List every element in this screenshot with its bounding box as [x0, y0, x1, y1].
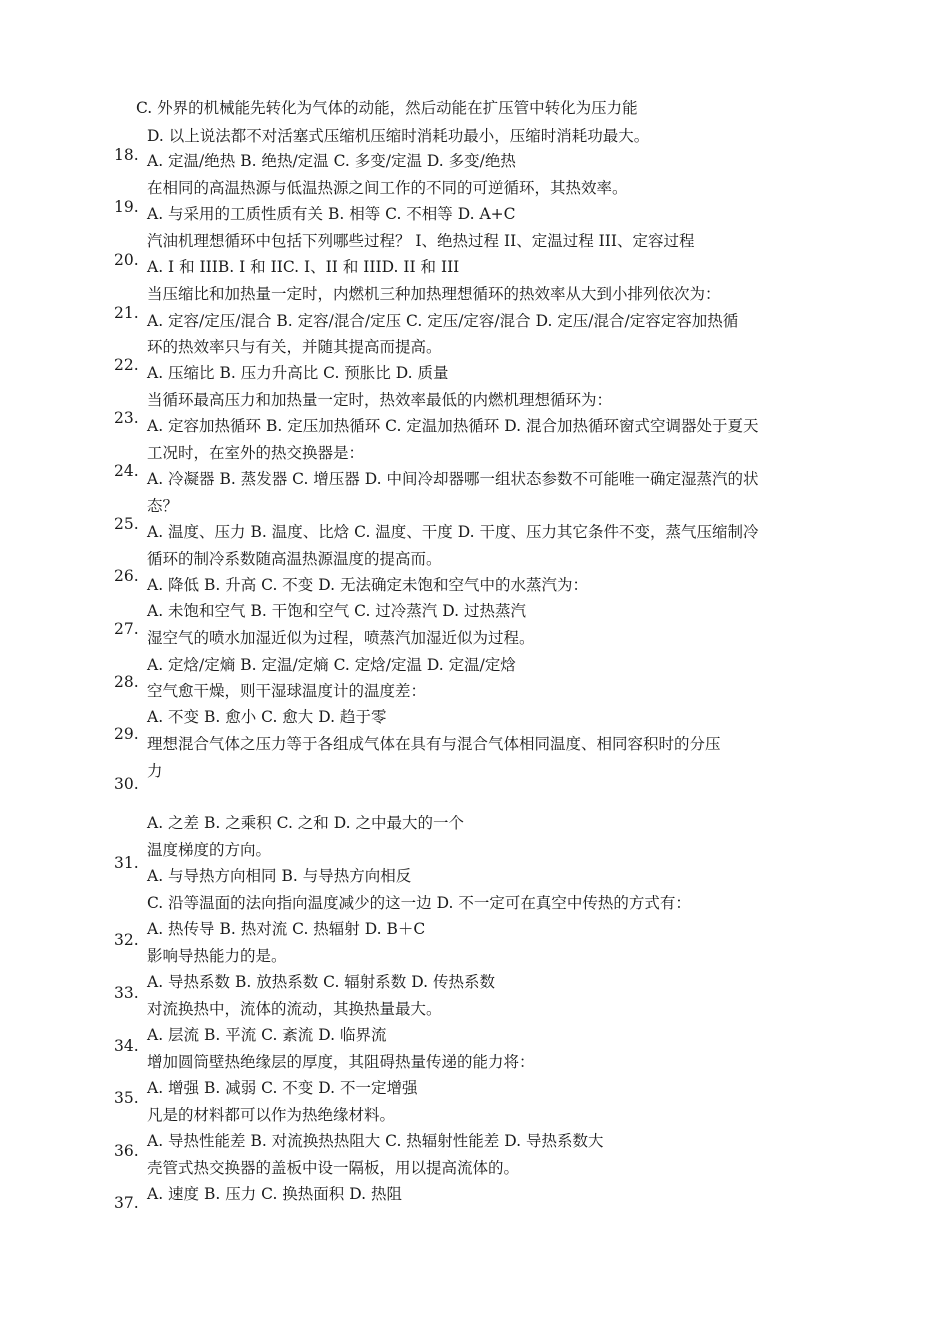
text-line: A. 温度、压力 B. 温度、比焓 C. 温度、干度 D. 干度、压力其它条件不变，蒸气压缩制冷 [147, 523, 759, 541]
text-line: 凡是的材料都可以作为热绝缘材料。 [147, 1106, 396, 1124]
text-line: A. 降低 B. 升高 C. 不变 D. 无法确定未饱和空气中的水蒸汽为： [147, 576, 588, 594]
question-number: 20. [114, 251, 139, 269]
question-number: 26. [114, 567, 139, 585]
text-line: A. I 和 IIIB. I 和 IIC. I、II 和 IIID. II 和 III [147, 258, 460, 276]
question-number: 27. [114, 620, 139, 638]
question-number: 31. [114, 854, 139, 872]
question-number: 32. [114, 931, 139, 949]
text-line: 在相同的高温热源与低温热源之间工作的不同的可逆循环，其热效率。 [147, 179, 628, 197]
text-line: A. 层流 B. 平流 C. 紊流 D. 临界流 [147, 1026, 387, 1044]
question-number: 19. [114, 198, 139, 216]
question-number: 21. [114, 304, 139, 322]
text-line: A. 定容加热循环 B. 定压加热循环 C. 定温加热循环 D. 混合加热循环窗式空调器处于夏天 [147, 417, 759, 435]
text-line: A. 冷凝器 B. 蒸发器 C. 增压器 D. 中间冷却器哪一组状态参数不可能唯一确定湿蒸汽的状 [147, 470, 759, 488]
text-line: C. 沿等温面的法向指向温度减少的这一边 D. 不一定可在真空中传热的方式有： [147, 894, 691, 912]
text-line: 态？ [147, 497, 179, 515]
text-line: A. 压缩比 B. 压力升高比 C. 预胀比 D. 质量 [147, 364, 449, 382]
text-line: A. 与采用的工质性质有关 B. 相等 C. 不相等 D. A+C [147, 205, 516, 223]
text-line: 环的热效率只与有关，并随其提高而提高。 [147, 338, 442, 356]
text-line: A. 定温/绝热 B. 绝热/定温 C. 多变/定温 D. 多变/绝热 [147, 152, 516, 170]
text-line: A. 速度 B. 压力 C. 换热面积 D. 热阻 [147, 1185, 402, 1203]
text-line: D. 以上说法都不对活塞式压缩机压缩时消耗功最小，压缩时消耗功最大。 [147, 127, 650, 145]
question-number: 25. [114, 515, 139, 533]
question-number: 23. [114, 409, 139, 427]
text-line: A. 与导热方向相同 B. 与导热方向相反 [147, 867, 412, 885]
text-line: A. 导热性能差 B. 对流换热热阻大 C. 热辐射性能差 D. 导热系数大 [147, 1132, 604, 1150]
question-number: 28. [114, 673, 139, 691]
text-line: A. 增强 B. 减弱 C. 不变 D. 不一定增强 [147, 1079, 418, 1097]
question-number: 29. [114, 725, 139, 743]
question-number: 37. [114, 1194, 139, 1212]
text-line: A. 热传导 B. 热对流 C. 热辐射 D. B＋C [147, 920, 426, 938]
text-line: 温度梯度的方向。 [147, 841, 272, 859]
question-number: 33. [114, 984, 139, 1002]
question-number: 22. [114, 356, 139, 374]
text-line: 理想混合气体之压力等于各组成气体在具有与混合气体相同温度、相同容积时的分压 [147, 735, 721, 753]
text-line: A. 定焓/定熵 B. 定温/定熵 C. 定焓/定温 D. 定温/定焓 [147, 656, 516, 674]
text-line: 循环的制冷系数随高温热源温度的提高而。 [147, 550, 442, 568]
text-line: 增加圆筒壁热绝缘层的厚度，其阻碍热量传递的能力将： [147, 1053, 535, 1071]
question-number: 18. [114, 146, 139, 164]
text-line: 对流换热中，流体的流动，其换热量最大。 [147, 1000, 442, 1018]
question-number: 34. [114, 1037, 139, 1055]
question-number: 24. [114, 462, 139, 480]
text-line: 力 [147, 762, 163, 780]
text-line: 影响导热能力的是。 [147, 947, 287, 965]
question-number: 35. [114, 1089, 139, 1107]
text-line: C. 外界的机械能先转化为气体的动能，然后动能在扩压管中转化为压力能 [136, 99, 638, 117]
question-number: 36. [114, 1142, 139, 1160]
text-line: 壳管式热交换器的盖板中设一隔板，用以提高流体的。 [147, 1159, 520, 1177]
text-line: A. 不变 B. 愈小 C. 愈大 D. 趋于零 [147, 708, 387, 726]
text-line: 工况时，在室外的热交换器是： [147, 444, 365, 462]
text-line: 汽油机理想循环中包括下列哪些过程？ I、绝热过程 II、定温过程 III、定容过程 [147, 232, 695, 250]
text-line: 湿空气的喷水加湿近似为过程，喷蒸汽加湿近似为过程。 [147, 629, 535, 647]
text-line: 空气愈干燥，则干湿球温度计的温度差： [147, 682, 427, 700]
question-number: 30. [114, 775, 139, 793]
text-line: A. 导热系数 B. 放热系数 C. 辐射系数 D. 传热系数 [147, 973, 495, 991]
text-line: 当循环最高压力和加热量一定时，热效率最低的内燃机理想循环为： [147, 391, 613, 409]
text-line: A. 定容/定压/混合 B. 定容/混合/定压 C. 定压/定容/混合 D. 定压/混合/定容定容加热循 [147, 312, 739, 330]
text-line: A. 之差 B. 之乘积 C. 之和 D. 之中最大的一个 [147, 814, 464, 832]
text-line: A. 未饱和空气 B. 干饱和空气 C. 过冷蒸汽 D. 过热蒸汽 [147, 602, 526, 620]
text-line: 当压缩比和加热量一定时，内燃机三种加热理想循环的热效率从大到小排列依次为： [147, 285, 721, 303]
